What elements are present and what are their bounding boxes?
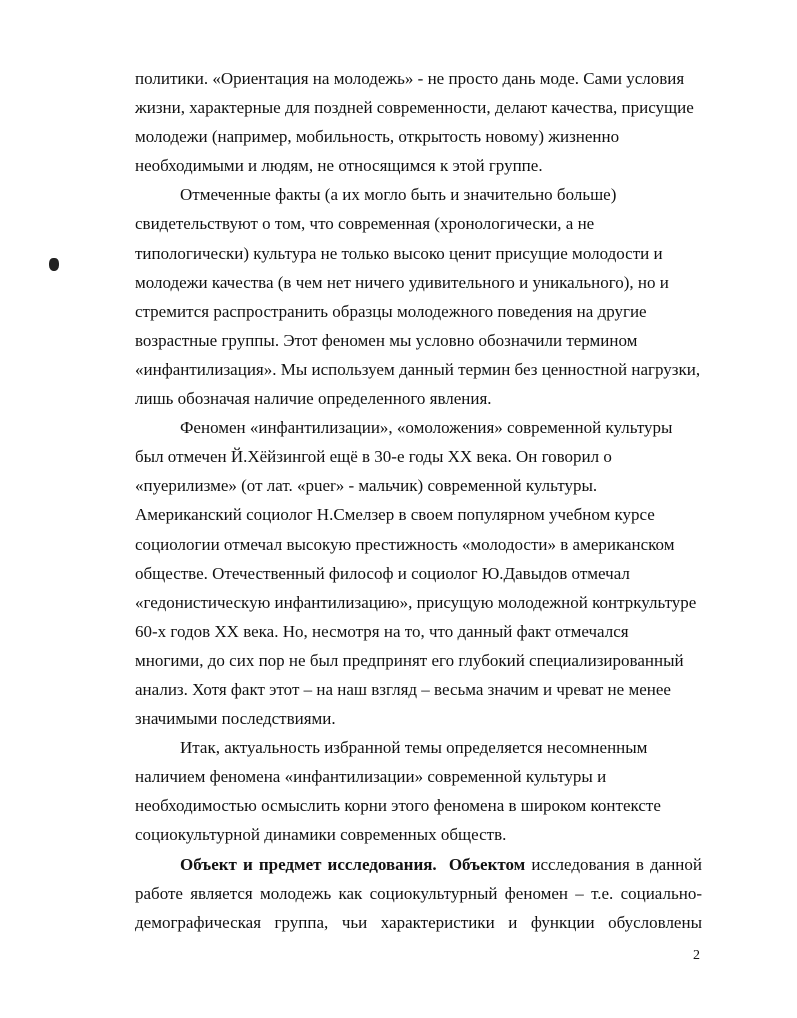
scan-artifact-mark	[49, 258, 59, 271]
paragraph-1	[135, 64, 702, 180]
paragraph-3-line-8: 60-х годов XX века. Но, несмотря на то, что данный факт отмечался	[135, 621, 629, 641]
paragraph-2-line-8: лишь обозначая наличие определенного явления.	[135, 389, 492, 409]
paragraph-2-line-7: «инфантилизация». Мы используем данный термин без ценностной нагрузки,	[135, 359, 701, 379]
paragraph-2-line-2: свидетельствуют о том, что современная (хронологически, а не	[135, 214, 595, 234]
paragraph-4-line-2: наличием феномена «инфантилизации» современной культуры и	[135, 767, 607, 787]
paragraph-1-line-3: молодежи (например, мобильность, открытость новому) жизненно	[135, 127, 620, 147]
paragraph-4-line-1: Итак, актуальность избранной темы определяется несомненным	[180, 738, 648, 758]
section-heading: Объект и предмет исследования.	[180, 854, 437, 874]
paragraph-5-line-3: демографическая группа, чьи характеристики и функции обусловлены	[135, 912, 702, 932]
document-page	[135, 64, 702, 937]
paragraph-3-line-6: обществе. Отечественный философ и социолог Ю.Давыдов отмечал	[135, 563, 630, 583]
paragraph-2-line-1: Отмеченные факты (а их могло быть и значительно больше)	[180, 185, 617, 205]
paragraph-1-line-4: необходимыми и людям, не относящимся к этой группе.	[135, 156, 543, 176]
paragraph-3-line-9: многими, до сих пор не был предпринят его глубокий специализированный	[135, 650, 684, 670]
paragraph-4-line-4: социокультурной динамики современных обществ.	[135, 825, 507, 845]
paragraph-3-line-7: «гедонистическую инфантилизацию», присущую молодежной контркультуре	[135, 592, 697, 612]
paragraph-3-line-5: социологии отмечал высокую престижность «молодости» в американском	[135, 534, 675, 554]
paragraph-3	[135, 413, 702, 733]
paragraph-5-line-2: работе является молодежь как социокультурный феномен – т.е. социально-	[135, 883, 702, 903]
paragraph-3-line-2: был отмечен Й.Хёйзингой ещё в 30-е годы XX века. Он говорил о	[135, 447, 612, 467]
paragraph-4-line-3: необходимостью осмыслить корни этого феномена в широком контексте	[135, 796, 661, 816]
paragraph-2-line-3: типологически) культура не только высоко ценит присущие молодости и	[135, 243, 663, 263]
paragraph-3-line-4: Американский социолог Н.Смелзер в своем популярном учебном курсе	[135, 505, 655, 525]
paragraph-3-line-11: значимыми последствиями.	[135, 709, 336, 729]
paragraph-2-line-5: стремится распространить образцы молодежного поведения на другие	[135, 301, 647, 321]
paragraph-5	[135, 850, 702, 937]
paragraph-1-line-2: жизни, характерные для поздней современности, делают качества, присущие	[135, 98, 694, 118]
paragraph-5-line-1-rest: исследования в данной	[531, 854, 703, 874]
paragraph-3-line-10: анализ. Хотя факт этот – на наш взгляд – весьма значим и чреват не менее	[135, 679, 671, 699]
paragraph-3-line-1: Феномен «инфантилизации», «омоложения» современной культуры	[180, 418, 673, 438]
paragraph-4	[135, 733, 702, 849]
paragraph-3-line-3: «пуерилизме» (от лат. «puer» - мальчик) современной культуры.	[135, 476, 598, 496]
paragraph-2	[135, 180, 702, 413]
paragraph-2-line-4: молодежи качества (в чем нет ничего удивительного и уникального), но и	[135, 272, 669, 292]
page-number: 2	[693, 948, 700, 963]
object-keyword: Объектом	[448, 854, 526, 874]
paragraph-2-line-6: возрастные группы. Этот феномен мы условно обозначили термином	[135, 330, 638, 350]
paragraph-1-line-1: политики. «Ориентация на молодежь» - не просто дань моде. Сами условия	[135, 69, 685, 88]
